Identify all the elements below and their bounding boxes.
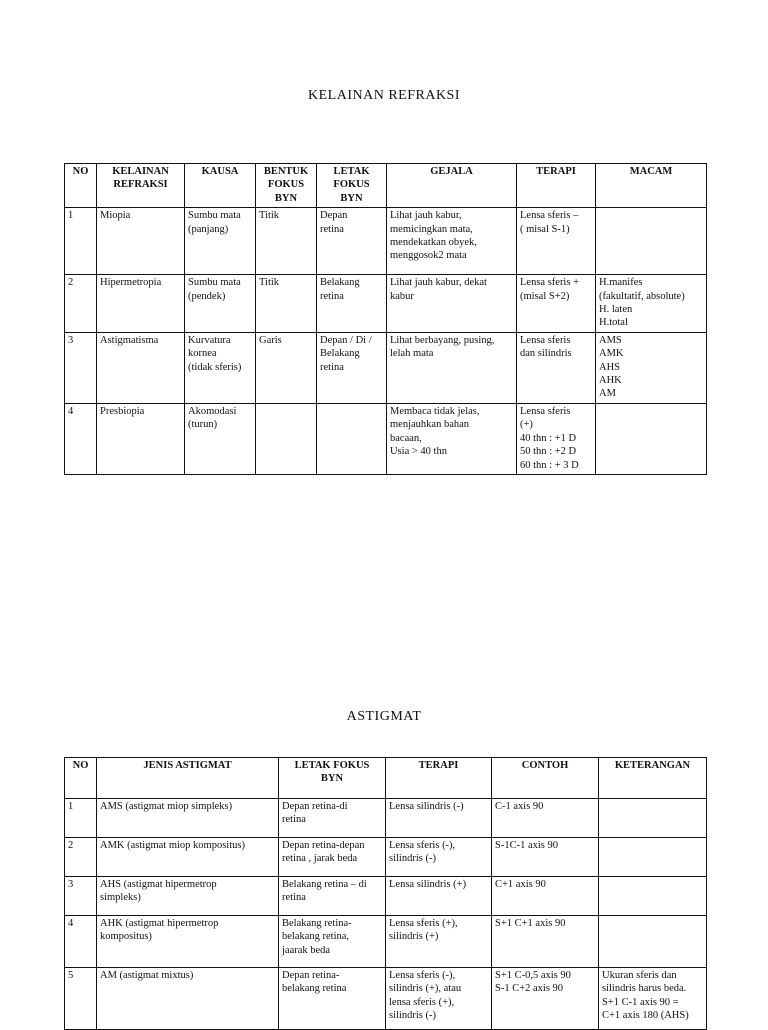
table-cell: Belakang retina- belakang retina, jaarak beda — [279, 916, 386, 968]
header-macam: MACAM — [596, 164, 707, 208]
table-cell: Sumbu mata (pendek) — [185, 275, 256, 333]
table-cell — [256, 403, 317, 474]
table-cell: Depan retina-depan retina , jarak beda — [279, 838, 386, 877]
table-row — [65, 877, 707, 916]
header-jenis-astigmat: JENIS ASTIGMAT — [97, 758, 279, 799]
table-header-row — [65, 164, 707, 208]
table-cell: H.manifes (fakultatif, absolute) H. laten H.total — [596, 275, 707, 333]
header-kelainan-refraksi: KELAINAN REFRAKSI — [97, 164, 185, 208]
table-cell — [596, 403, 707, 474]
table-row — [65, 208, 707, 275]
table-cell: Lensa sferis (-), silindris (+), atau lensa sferis (+), silindris (-) — [386, 968, 492, 1030]
table-cell: Membaca tidak jelas, menjauhkan bahan bacaan, Usia > 40 thn — [387, 403, 517, 474]
table-cell: Depan retina- belakang retina — [279, 968, 386, 1030]
table-cell: AM (astigmat mixtus) — [97, 968, 279, 1030]
table-cell: S-1C-1 axis 90 — [492, 838, 599, 877]
table-cell: 5 — [65, 968, 97, 1030]
table-cell: Garis — [256, 332, 317, 403]
table-cell: Akomodasi (turun) — [185, 403, 256, 474]
table-cell: Sumbu mata (panjang) — [185, 208, 256, 275]
table-cell: S+1 C-0,5 axis 90 S-1 C+2 axis 90 — [492, 968, 599, 1030]
table-row — [65, 916, 707, 968]
table-cell: S+1 C+1 axis 90 — [492, 916, 599, 968]
table-cell: Lensa sferis dan silindris — [517, 332, 596, 403]
table-cell: C+1 axis 90 — [492, 877, 599, 916]
table-cell: Lensa sferis (+) 40 thn : +1 D 50 thn : +2 D 60 thn : + 3 D — [517, 403, 596, 474]
table-cell: AMK (astigmat miop kompositus) — [97, 838, 279, 877]
table-row — [65, 838, 707, 877]
table-cell: 1 — [65, 208, 97, 275]
table-cell: Depan retina — [317, 208, 387, 275]
header-terapi: TERAPI — [386, 758, 492, 799]
table-cell: Lensa sferis – ( misal S-1) — [517, 208, 596, 275]
table-cell: Miopia — [97, 208, 185, 275]
page-title: KELAINAN REFRAKSI — [308, 88, 460, 103]
table-cell: Titik — [256, 275, 317, 333]
table-cell: Depan / Di / Belakang retina — [317, 332, 387, 403]
header-contoh: CONTOH — [492, 758, 599, 799]
table-cell: 3 — [65, 332, 97, 403]
table-cell — [599, 799, 707, 838]
table-cell: 3 — [65, 877, 97, 916]
refraction-table — [64, 163, 707, 475]
table-row — [65, 403, 707, 474]
table-cell: 4 — [65, 916, 97, 968]
table-cell: Lensa sferis + (misal S+2) — [517, 275, 596, 333]
table-cell: Titik — [256, 208, 317, 275]
table-cell: Lensa silindris (+) — [386, 877, 492, 916]
header-kausa: KAUSA — [185, 164, 256, 208]
header-letak-fokus: LETAK FOKUS BYN — [317, 164, 387, 208]
table-cell: AMS (astigmat miop simpleks) — [97, 799, 279, 838]
header-terapi: TERAPI — [517, 164, 596, 208]
header-no: NO — [65, 758, 97, 799]
table-cell: 2 — [65, 838, 97, 877]
table-row — [65, 968, 707, 1030]
table-cell: Hipermetropia — [97, 275, 185, 333]
table-cell: Lihat jauh kabur, dekat kabur — [387, 275, 517, 333]
table-cell: Depan retina-di retina — [279, 799, 386, 838]
table-cell: AHK (astigmat hipermetrop kompositus) — [97, 916, 279, 968]
header-keterangan: KETERANGAN — [599, 758, 707, 799]
table-header-row — [65, 758, 707, 799]
table-cell — [317, 403, 387, 474]
table-cell: Kurvatura kornea (tidak sferis) — [185, 332, 256, 403]
table-cell: 4 — [65, 403, 97, 474]
table-cell: Astigmatisma — [97, 332, 185, 403]
table-cell: Lihat jauh kabur, memicingkan mata, mendekatkan obyek, menggosok2 mata — [387, 208, 517, 275]
table-cell: 2 — [65, 275, 97, 333]
table-cell: Belakang retina — [317, 275, 387, 333]
table-cell: Ukuran sferis dan silindris harus beda. S+1 C-1 axis 90 = C+1 axis 180 (AHS) — [599, 968, 707, 1030]
header-gejala: GEJALA — [387, 164, 517, 208]
header-bentuk-fokus: BENTUK FOKUS BYN — [256, 164, 317, 208]
header-letak-fokus: LETAK FOKUS BYN — [279, 758, 386, 799]
table-cell: AHS (astigmat hipermetrop simpleks) — [97, 877, 279, 916]
table-cell: Presbiopia — [97, 403, 185, 474]
header-no: NO — [65, 164, 97, 208]
table-cell — [599, 916, 707, 968]
table-cell: Lihat berbayang, pusing, lelah mata — [387, 332, 517, 403]
table-cell: C-1 axis 90 — [492, 799, 599, 838]
table-cell: Lensa silindris (-) — [386, 799, 492, 838]
astigmat-table — [64, 757, 707, 1030]
table-cell — [599, 838, 707, 877]
table-cell: Belakang retina – di retina — [279, 877, 386, 916]
table-cell — [596, 208, 707, 275]
table-cell: AMS AMK AHS AHK AM — [596, 332, 707, 403]
table-cell: 1 — [65, 799, 97, 838]
table-cell: Lensa sferis (+), silindris (+) — [386, 916, 492, 968]
table-row — [65, 799, 707, 838]
table-cell: Lensa sferis (-), silindris (-) — [386, 838, 492, 877]
table-row — [65, 275, 707, 333]
table-row — [65, 332, 707, 403]
section-title: ASTIGMAT — [346, 709, 422, 724]
table-cell — [599, 877, 707, 916]
